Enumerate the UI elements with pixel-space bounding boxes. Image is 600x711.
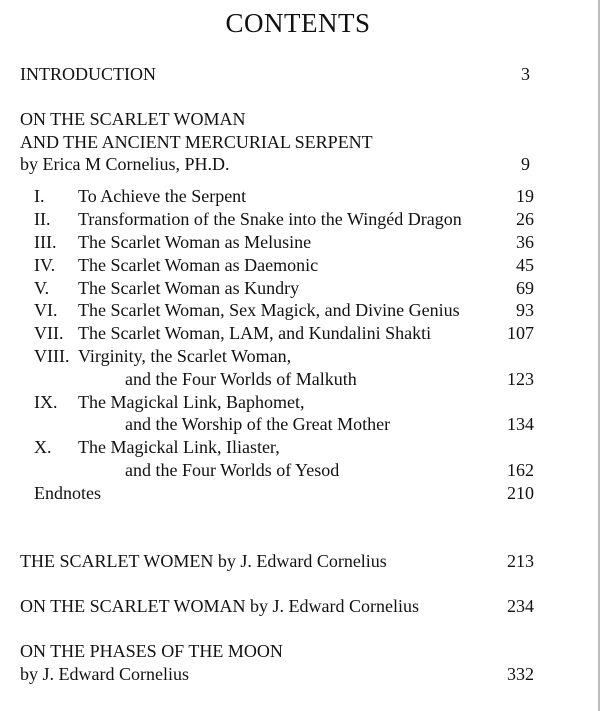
chapter-page: 93 — [516, 300, 534, 320]
toc-entry-endnotes: Endnotes — [34, 483, 101, 503]
chapter-number: VI. — [34, 300, 58, 320]
essay-title-line-1: ON THE SCARLET WOMAN — [20, 109, 246, 129]
chapter-title: The Scarlet Woman, Sex Magick, and Divine Genius — [78, 300, 460, 320]
chapter-number: V. — [34, 278, 50, 298]
toc-entry-scarlet-women: THE SCARLET WOMEN by J. Edward Cornelius — [20, 551, 387, 571]
toc-page-phases-moon: 332 — [507, 664, 534, 684]
chapter-title: The Scarlet Woman, LAM, and Kundalini Shakti — [78, 323, 432, 343]
toc-page-endnotes: 210 — [507, 483, 534, 503]
chapter-page: 123 — [507, 369, 534, 389]
chapter-title: The Scarlet Woman as Kundry — [78, 278, 300, 298]
chapter-number: II. — [34, 209, 51, 229]
chapter-page: 134 — [507, 414, 534, 434]
chapter-title-continuation: and the Four Worlds of Yesod — [125, 460, 340, 480]
toc-entry-introduction: INTRODUCTION — [20, 64, 156, 84]
toc-page-introduction: 3 — [521, 64, 530, 84]
essay-title-line-2: AND THE ANCIENT MERCURIAL SERPENT — [20, 132, 373, 152]
chapter-title: Transformation of the Snake into the Wingéd Dragon — [78, 209, 462, 229]
toc-page-scarlet-woman: 234 — [507, 596, 534, 616]
chapter-page: 69 — [516, 278, 534, 298]
chapter-title: The Scarlet Woman as Daemonic — [78, 255, 319, 275]
chapter-number: IV. — [34, 255, 56, 275]
chapter-title: To Achieve the Serpent — [78, 186, 247, 206]
chapter-title-continuation: and the Four Worlds of Malkuth — [125, 369, 357, 389]
chapter-number: III. — [34, 232, 57, 252]
essay-author: by Erica M Cornelius, PH.D. — [20, 154, 230, 174]
chapter-number: VIII. — [34, 346, 70, 366]
chapter-title: The Scarlet Woman as Melusine — [78, 232, 312, 252]
chapter-title: Virginity, the Scarlet Woman, — [78, 346, 292, 366]
chapter-title-continuation: and the Worship of the Great Mother — [125, 414, 391, 434]
chapter-number: X. — [34, 437, 52, 457]
chapter-page: 107 — [507, 323, 534, 343]
chapter-page: 45 — [516, 255, 534, 275]
chapter-page: 36 — [516, 232, 534, 252]
toc-entry-scarlet-woman: ON THE SCARLET WOMAN by J. Edward Cornelius — [20, 596, 419, 616]
chapter-number: IX. — [34, 392, 58, 412]
chapter-number: I. — [34, 186, 45, 206]
chapter-title: The Magickal Link, Baphomet, — [78, 392, 305, 412]
chapter-number: VII. — [34, 323, 64, 343]
chapter-page: 19 — [516, 186, 534, 206]
toc-page-essay: 9 — [521, 154, 530, 174]
toc-entry-phases-moon-author: by J. Edward Cornelius — [20, 664, 189, 684]
page-title: CONTENTS — [225, 8, 371, 38]
toc-entry-phases-moon-title: ON THE PHASES OF THE MOON — [20, 641, 283, 661]
chapter-page: 26 — [516, 209, 534, 229]
toc-page-scarlet-women: 213 — [507, 551, 534, 571]
chapter-title: The Magickal Link, Iliaster, — [78, 437, 280, 457]
chapter-page: 162 — [507, 460, 534, 480]
